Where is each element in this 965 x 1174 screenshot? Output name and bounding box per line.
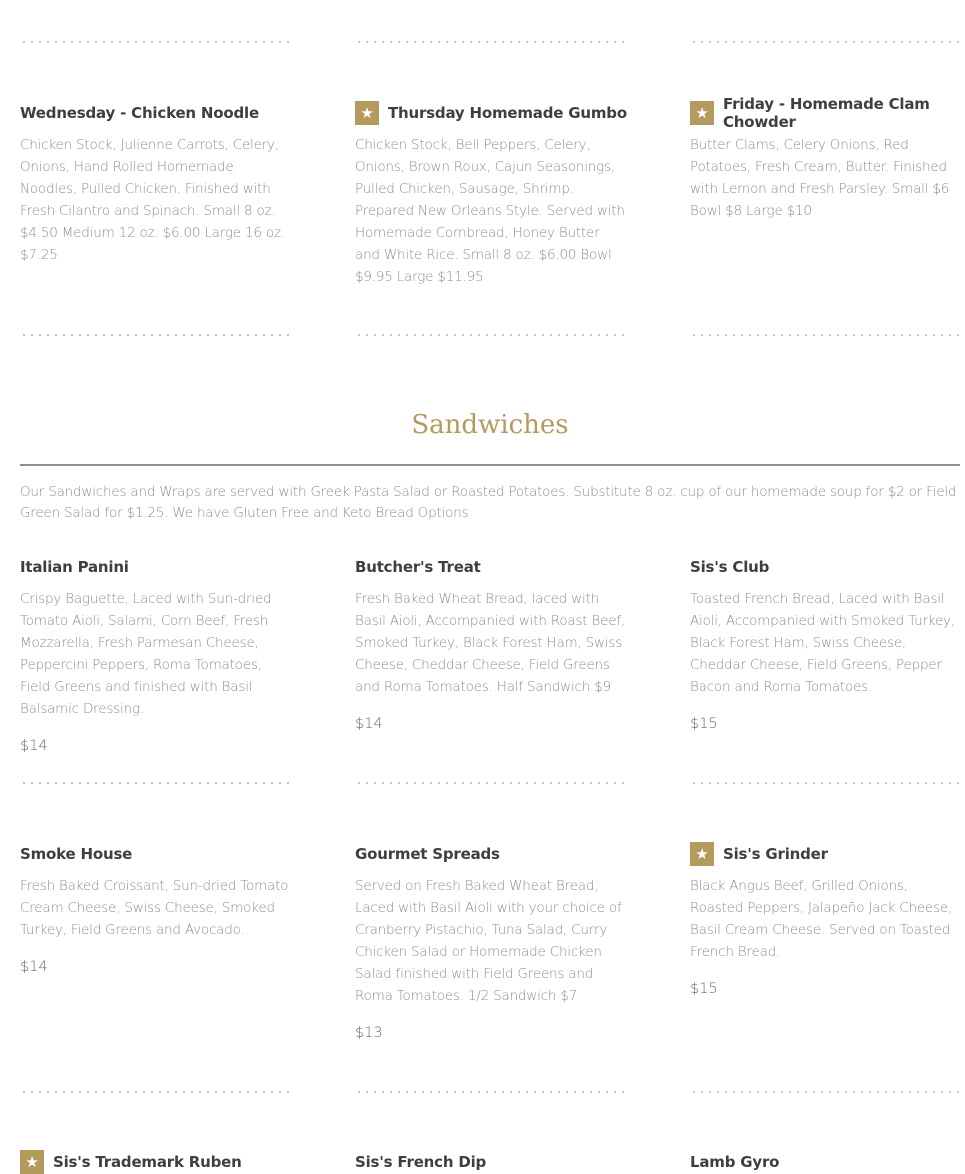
star-icon: ★ — [690, 101, 714, 125]
menu-item-title: Gourmet Spreads — [355, 845, 500, 863]
menu-item-title: Sis's Grinder — [723, 845, 828, 863]
menu-item — [20, 842, 292, 975]
menu-item — [20, 555, 292, 754]
menu-item-price: $14 — [20, 959, 48, 975]
menu-item-title: Sis's Club — [690, 558, 770, 576]
menu-item — [690, 555, 962, 732]
section-note: Our Sandwiches and Wraps are served with Greek Pasta Salad or Roasted Potatoes. Substitute 8 oz. cup of our homemade soup for $2 or Field Green Salad for $1.25. We have Gluten Free and Keto Bread Options — [20, 484, 957, 521]
menu-item-price: $14 — [20, 738, 48, 754]
dotted-divider — [355, 39, 625, 45]
menu-item — [355, 842, 627, 1041]
star-icon: ★ — [355, 101, 379, 125]
dotted-divider — [355, 780, 625, 786]
dotted-divider — [690, 332, 960, 338]
dotted-divider — [355, 332, 625, 338]
menu-item-price: $15 — [690, 981, 718, 997]
menu-item — [690, 842, 962, 997]
menu-item-description: Chicken Stock, Julienne Carrots, Celery, Onions, Hand Rolled Homemade Noodles, Pulled Chicken. Finished with Fresh Cilantro and Spinach. Small 8 oz. $4.50 Medium 12 oz. $6.00 Large 16 oz. $7.25 — [20, 137, 285, 263]
menu-item — [20, 1150, 292, 1174]
menu-item — [355, 555, 627, 732]
menu-item-description: Fresh Baked Croissant, Sun-dried Tomato Cream Cheese, Swiss Cheese, Smoked Turkey, Field Greens and Avocado. — [20, 878, 289, 938]
dotted-divider — [20, 780, 290, 786]
dotted-divider — [690, 39, 960, 45]
menu-item-title: Friday - Homemade Clam Chowder — [723, 95, 930, 131]
star-icon: ★ — [690, 842, 714, 866]
dotted-divider — [20, 332, 290, 338]
dotted-divider — [690, 1089, 960, 1095]
menu-item-title: Lamb Gyro — [690, 1153, 780, 1171]
menu-item-title: Sis's Trademark Ruben — [53, 1153, 242, 1171]
menu-item-title: Smoke House — [20, 845, 133, 863]
dotted-divider — [20, 39, 290, 45]
menu-item-description: Butter Clams, Celery Onions, Red Potatoes, Fresh Cream, Butter. Finished with Lemon and Fresh Parsley. Small $6 Bowl $8 Large $10 — [690, 137, 950, 219]
dotted-divider — [355, 1089, 625, 1095]
menu-item — [690, 95, 962, 222]
section-title: Sandwiches — [411, 410, 569, 440]
menu-item-price: $15 — [690, 716, 718, 732]
menu-item-title: Italian Panini — [20, 558, 129, 576]
menu-item-title: Butcher's Treat — [355, 558, 481, 576]
menu-item-title: Sis's French Dip — [355, 1153, 487, 1171]
menu-item-title: Wednesday - Chicken Noodle — [20, 104, 259, 122]
menu-item — [20, 101, 292, 266]
menu-item-description: Crispy Baguette, Laced with Sun-dried Tomato Aioli, Salami, Corn Beef, Fresh Mozzarella, Fresh Parmesan Cheese, Peppercini Peppers, Roma Tomatoes, Field Greens and finished with Basil Balsamic Dressing. — [20, 591, 272, 717]
menu-item-price: $14 — [355, 716, 383, 732]
menu-item-description: Toasted French Bread, Laced with Basil Aioli, Accompanied with Smoked Turkey, Black Forest Ham, Swiss Cheese, Cheddar Cheese, Field Greens, Pepper Bacon and Roma Tomatoes. — [690, 591, 955, 695]
dotted-divider — [690, 780, 960, 786]
menu-item-description: Served on Fresh Baked Wheat Bread, Laced with Basil Aioli with your choice of Cranberry Pistachio, Tuna Salad, Curry Chicken Salad or Homemade Chicken Salad finished with Field Greens and Roma Tomatoes. 1/2 Sandwich $7 — [355, 878, 622, 1004]
section-divider — [20, 464, 960, 466]
menu-item-description: Chicken Stock, Bell Peppers, Celery, Onions, Brown Roux, Cajun Seasonings, Pulled Chicken, Sausage, Shrimp. Prepared New Orleans Style. Served with Homemade Cornbread, Honey Butter and White Rice. Small 8 oz. $6.00 Bowl $9.95 Large $11.95 — [355, 137, 625, 285]
menu-item-title: Thursday Homemade Gumbo — [388, 104, 627, 122]
menu-item — [355, 101, 627, 288]
menu-item-description: Fresh Baked Wheat Bread, laced with Basil Aioli, Accompanied with Roast Beef, Smoked Turkey, Black Forest Ham, Swiss Cheese, Cheddar Cheese, Field Greens and Roma Tomatoes. Half Sandwich $9 — [355, 591, 625, 695]
menu-item — [355, 1150, 627, 1174]
menu-item-price: $13 — [355, 1025, 383, 1041]
dotted-divider — [20, 1089, 290, 1095]
menu-item-description: Black Angus Beef, Grilled Onions, Roasted Peppers, Jalapeño Jack Cheese, Basil Cream Cheese. Served on Toasted French Bread. — [690, 878, 953, 960]
star-icon: ★ — [20, 1150, 44, 1174]
menu-item — [690, 1150, 962, 1174]
